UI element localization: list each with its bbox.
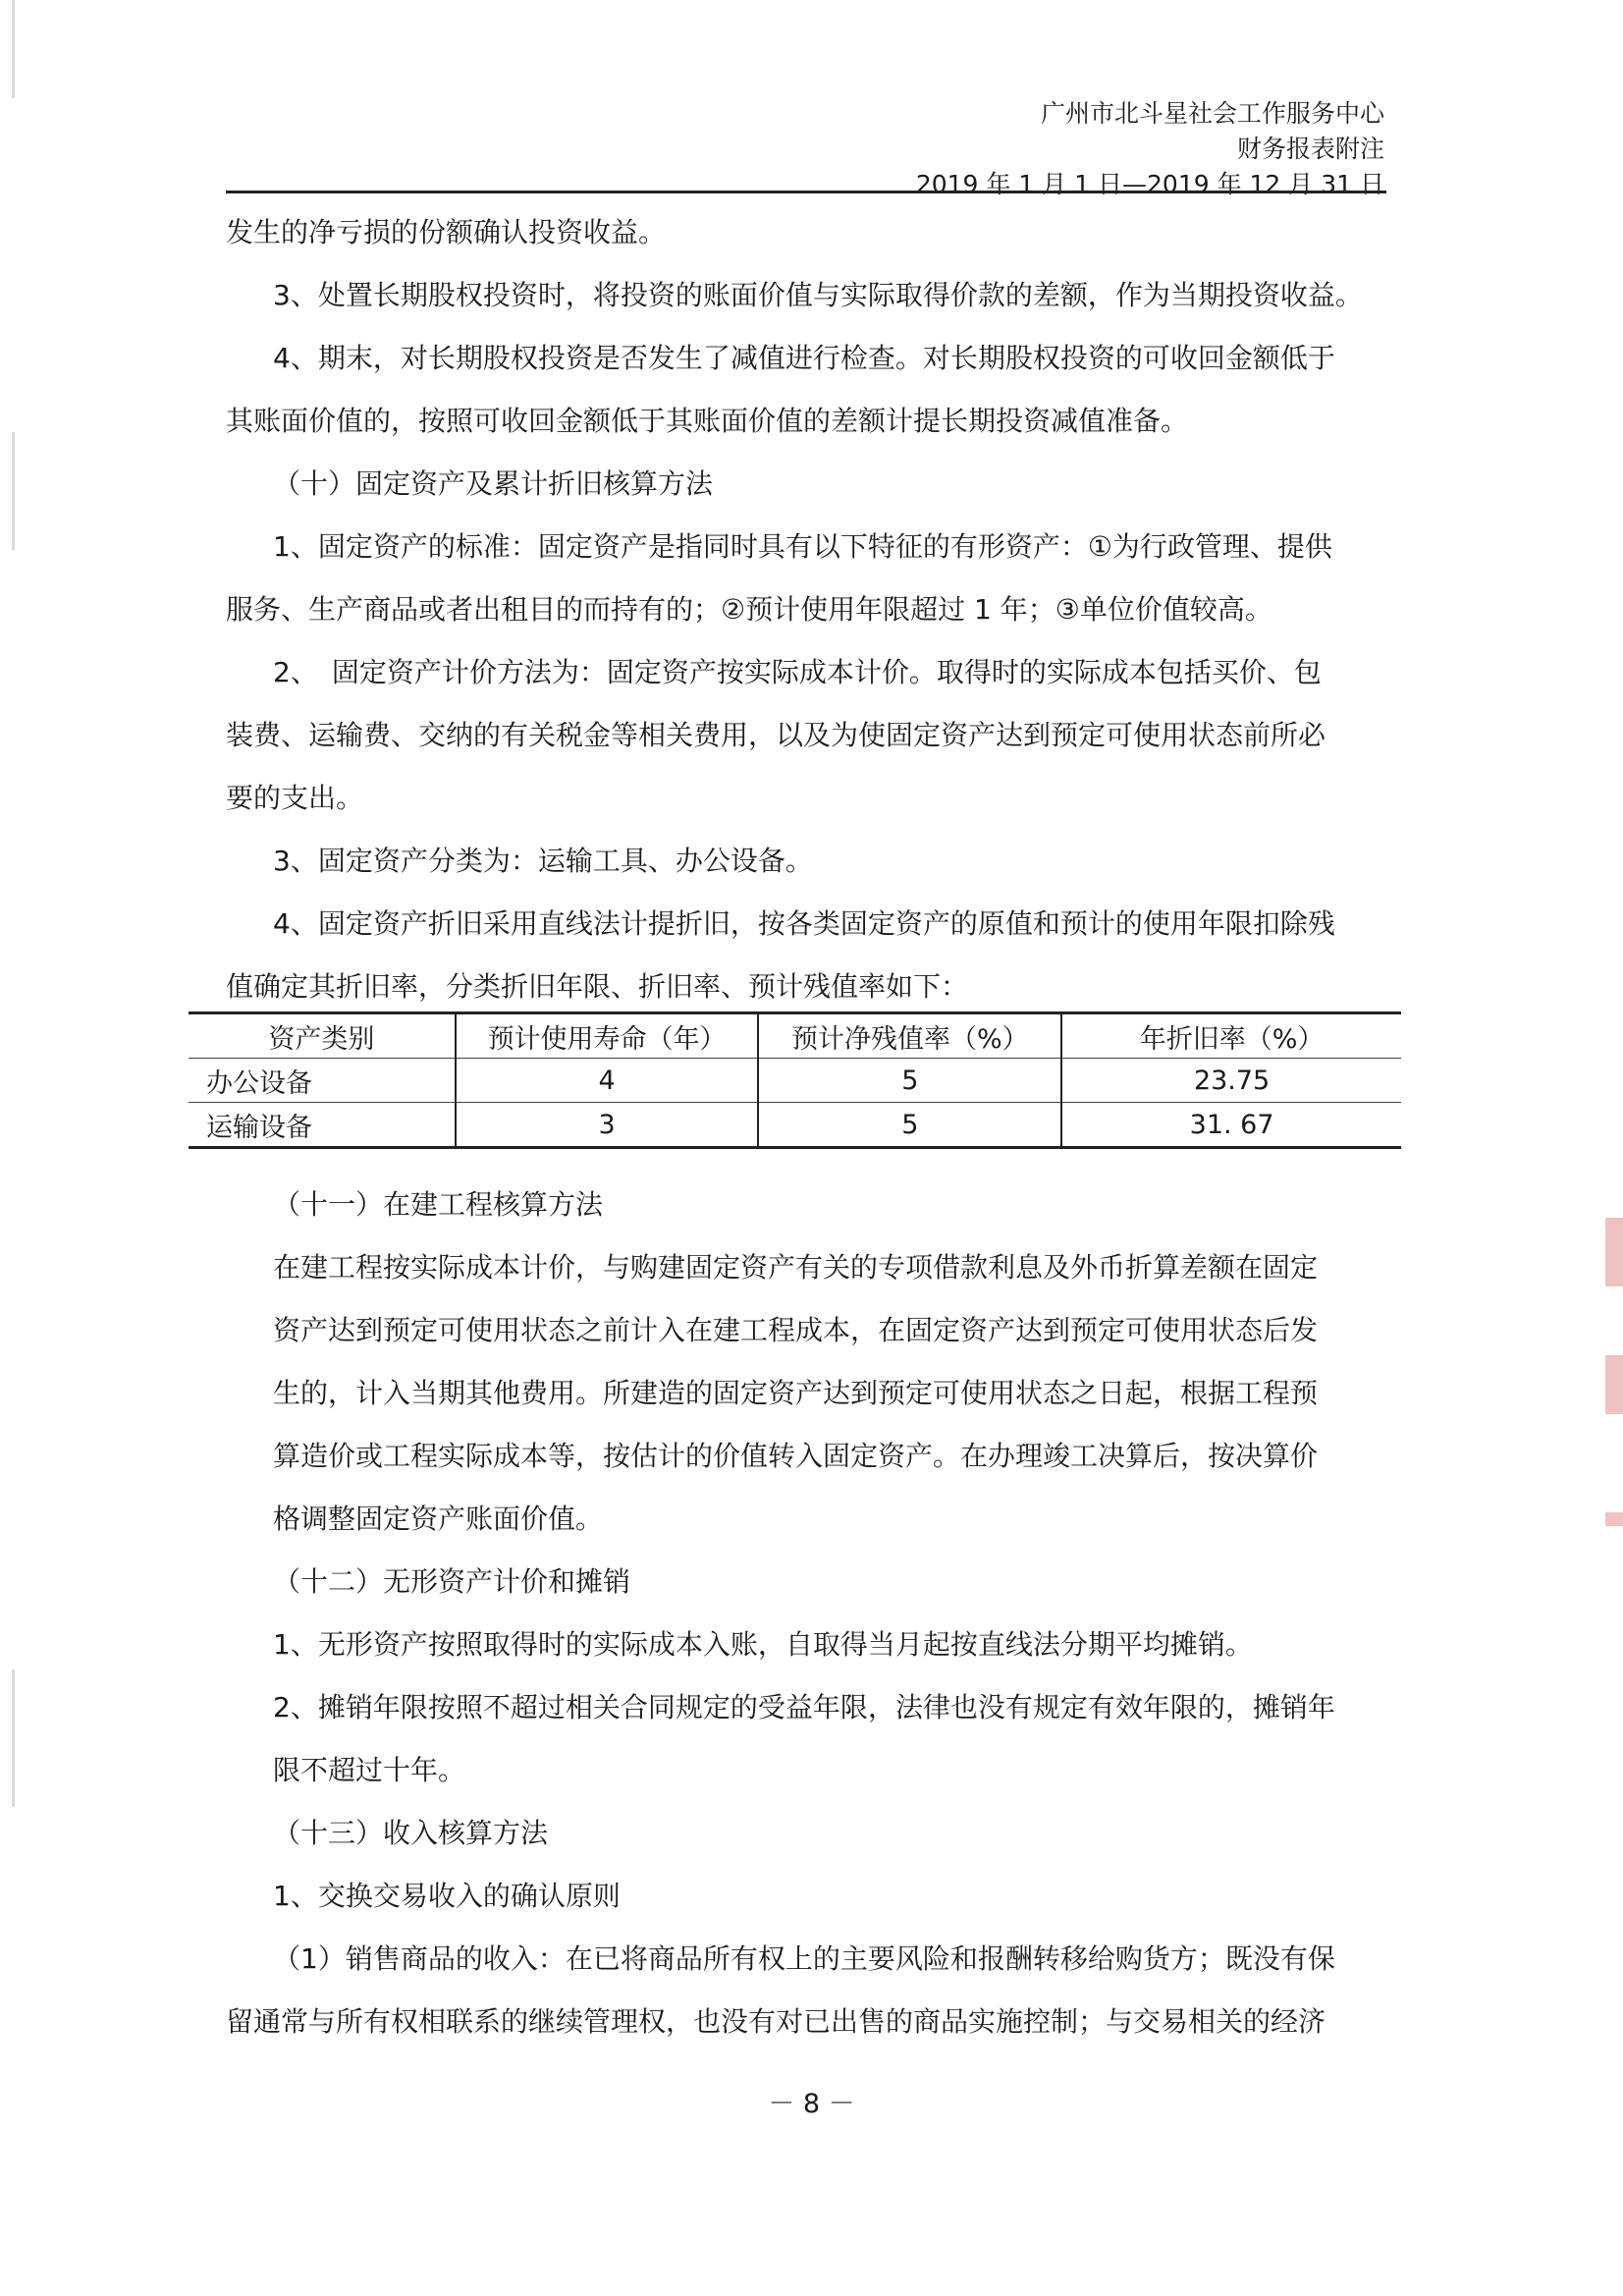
paragraph: 装费、运输费、交纳的有关税金等相关费用，以及为使固定资产达到预定可使用状态前所必 (226, 719, 1326, 751)
header-rule (226, 191, 1386, 193)
paragraph: （1）销售商品的收入：在已将商品所有权上的主要风险和报酬转移给购货方；既没有保 (273, 1942, 1335, 1975)
scan-margin-mark (12, 1669, 15, 1807)
section-heading: （十二）无形资产计价和摊销 (273, 1565, 631, 1598)
table-cell: 办公设备 (189, 1059, 456, 1103)
table-cell: 5 (758, 1103, 1061, 1148)
paragraph: 4、固定资产折旧采用直线法计提折旧，按各类固定资产的原值和预计的使用年限扣除残 (273, 907, 1335, 940)
seal-edge-mark (1605, 1512, 1623, 1526)
paragraph: 值确定其折旧率，分类折旧年限、折旧率、预计残值率如下： (226, 970, 969, 1003)
header-doc-title: 财务报表附注 (1236, 135, 1384, 163)
table-cell: 5 (758, 1059, 1061, 1103)
depreciation-table (189, 1011, 1401, 1149)
paragraph: 其账面价值的，按照可收回金额低于其账面价值的差额计提长期投资减值准备。 (226, 405, 1189, 437)
section-heading: （十三）收入核算方法 (273, 1817, 549, 1849)
paragraph: 1、无形资产按照取得时的实际成本入账，自取得当月起按直线法分期平均摊销。 (273, 1628, 1253, 1661)
paragraph: 3、固定资产分类为：运输工具、办公设备。 (273, 845, 813, 877)
table-row (189, 1059, 1401, 1103)
scan-margin-mark (12, 432, 15, 550)
section-heading: （十）固定资产及累计折旧核算方法 (273, 467, 714, 500)
body-text-top (226, 201, 1384, 1018)
table-cell: 运输设备 (189, 1103, 456, 1148)
paragraph: 算造价或工程实际成本等，按估计的价值转入固定资产。在办理竣工决算后，按决算价 (273, 1440, 1319, 1472)
body-text-bottom (226, 1174, 1384, 2053)
paragraph: 服务、生产商品或者出租目的而持有的；②预计使用年限超过 1 年；③单位价值较高。 (226, 593, 1272, 626)
paragraph: 限不超过十年。 (273, 1754, 466, 1786)
scan-margin-mark (12, 0, 15, 98)
report-header (916, 96, 1384, 202)
table-row (189, 1103, 1401, 1148)
table-header-row (189, 1013, 1401, 1059)
paragraph: 生的，计入当期其他费用。所建造的固定资产达到预定可使用状态之日起，根据工程预 (273, 1377, 1319, 1409)
paragraph: 1、固定资产的标准：固定资产是指同时具有以下特征的有形资产：①为行政管理、提供 (273, 530, 1332, 563)
paragraph: 发生的净亏损的份额确认投资收益。 (226, 216, 667, 248)
table-cell: 23.75 (1061, 1059, 1401, 1103)
table-header-cell: 预计净残值率（%） (758, 1013, 1061, 1059)
table-cell: 31. 67 (1061, 1103, 1401, 1148)
paragraph: 1、交换交易收入的确认原则 (273, 1880, 621, 1912)
paragraph: 资产达到预定可使用状态之前计入在建工程成本，在固定资产达到预定可使用状态后发 (273, 1314, 1319, 1346)
paragraph: 2、摊销年限按照不超过相关合同规定的受益年限，法律也没有规定有效年限的，摊销年 (273, 1691, 1335, 1723)
section-heading: （十一）在建工程核算方法 (273, 1188, 604, 1221)
paragraph: 格调整固定资产账面价值。 (273, 1503, 604, 1535)
seal-edge-mark (1605, 1355, 1623, 1414)
page-number: － 8 － (768, 2089, 855, 2119)
header-period: 2019 年 1 月 1 日—2019 年 12 月 31 日 (915, 170, 1384, 198)
paragraph: 4、期末，对长期股权投资是否发生了减值进行检查。对长期股权投资的可收回金额低于 (273, 342, 1335, 374)
table-cell: 3 (456, 1103, 759, 1148)
table-header-cell: 资产类别 (189, 1013, 456, 1059)
paragraph: 在建工程按实际成本计价，与购建固定资产有关的专项借款利息及外币折算差额在固定 (273, 1251, 1319, 1284)
seal-edge-mark (1605, 1218, 1623, 1286)
paragraph: 3、处置长期股权投资时，将投资的账面价值与实际取得价款的差额，作为当期投资收益。 (273, 279, 1363, 311)
header-org: 广州市北斗星社会工作服务中心 (1040, 99, 1384, 128)
paragraph: 要的支出。 (226, 782, 364, 814)
paragraph: 2、 固定资产计价方法为：固定资产按实际成本计价。取得时的实际成本包括买价、包 (273, 656, 1322, 688)
table-header-cell: 年折旧率（%） (1061, 1013, 1401, 1059)
paragraph: 留通常与所有权相联系的继续管理权，也没有对已出售的商品实施控制；与交易相关的经济 (226, 2005, 1326, 2038)
table-cell: 4 (456, 1059, 759, 1103)
table-header-cell: 预计使用寿命（年） (456, 1013, 759, 1059)
